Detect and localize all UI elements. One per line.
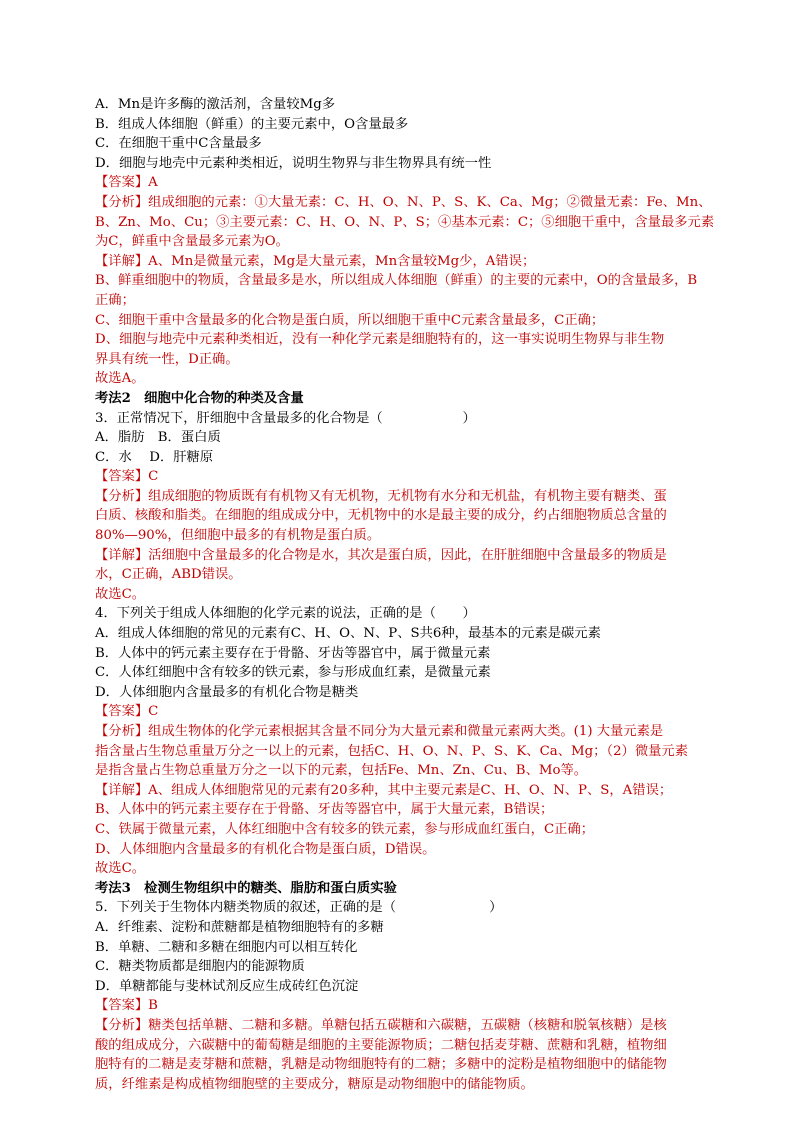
question-line: A．脂肪 B．蛋白质 <box>95 430 221 446</box>
question-line: 4．下列关于组成人体细胞的化学元素的说法，正确的是（ ） <box>95 606 476 622</box>
question-line: C．水 D．肝糖原 <box>95 449 214 465</box>
answer-line: 白质、核酸和脂类。在细胞的组成成分中，无机物中的水是最主要的成分，约占细胞物质总含量的 <box>95 508 667 524</box>
answer-line: 【详解】A、Mn是微量元素，Mg是大量元素，Mn含量较Mg少，A错误； <box>95 253 536 269</box>
question-line: D．细胞与地壳中元素种类相近，说明生物界与非生物界具有统一性 <box>95 155 492 171</box>
answer-line: 质，纤维素是构成植物细胞壁的主要成分，糖原是动物细胞中的储能物质。 <box>95 1076 534 1092</box>
answer-line: 【分析】糖类包括单糖、二糖和多糖。单糖包括五碳糖和六碳糖，五碳糖（核糖和脱氧核糖）是核 <box>95 1017 667 1033</box>
document-body <box>95 95 715 1094</box>
answer-line: 故选A。 <box>95 371 145 387</box>
answer-line: 【答案】C <box>95 469 159 485</box>
answer-line: 【分析】组成生物体的化学元素根据其含量不同分为大量元素和微量元素两大类。(1) 大量元素是 <box>95 724 664 739</box>
question-line: D．单糖都能与斐林试剂反应生成砖红色沉淀 <box>95 978 359 994</box>
answer-line: B、Zn、Mo、Cu；③主要元素：C、H、O、N、P、S；④基本元素：C；⑤细胞干重中，含量最多元素 <box>95 214 715 230</box>
question-line: B．单糖、二糖和多糖在细胞内可以相互转化 <box>95 939 358 955</box>
answer-line: B、人体中的钙元素主要存在于骨骼、牙齿等器官中，属于大量元素，B错误； <box>95 802 554 818</box>
answer-line: B、鲜重细胞中的物质，含量最多是水，所以组成人体细胞（鲜重）的主要的元素中，O的含量最多，B <box>95 273 698 289</box>
question-line: C．糖类物质都是细胞内的能源物质 <box>95 959 305 975</box>
answer-line: 【答案】C <box>95 704 159 720</box>
answer-line: 界具有统一性，D正确。 <box>95 351 239 367</box>
question-line: C．人体红细胞中含有较多的铁元素，参与形成血红素，是微量元素 <box>95 665 491 681</box>
answer-line: C、铁属于微量元素，人体红细胞中含有较多的铁元素，参与形成血红蛋白，C正确； <box>95 821 595 837</box>
question-line: 3．正常情况下，肝细胞中含量最多的化合物是（ ） <box>95 410 476 426</box>
question-line: A．Mn是许多酶的激活剂，含量较Mg多 <box>95 97 336 112</box>
question-line: C．在细胞干重中C含量最多 <box>95 136 262 152</box>
answer-line: 水，C正确，ABD错误。 <box>95 567 242 583</box>
question-line: B．人体中的钙元素主要存在于骨骼、牙齿等器官中，属于微量元素 <box>95 645 491 661</box>
answer-line: 故选C。 <box>95 586 146 602</box>
answer-line: 胞特有的二糖是麦芽糖和蔗糖，乳糖是动物细胞特有的二糖；多糖中的淀粉是植物细胞中的储能物 <box>95 1057 667 1073</box>
answer-line: 【详解】活细胞中含量最多的化合物是水，其次是蛋白质，因此，在肝脏细胞中含量最多的物质是 <box>95 547 667 563</box>
answer-line: 正确； <box>95 292 135 308</box>
answer-line: 【分析】组成细胞的元素：①大量无素：C、H、O、N、P、S、K、Ca、Mg；②微量无素：Fe、Mn、 <box>95 194 712 210</box>
answer-line: 为C，鲜重中含量最多元素为O。 <box>95 234 289 250</box>
answer-line: 【答案】B <box>95 998 158 1014</box>
answer-line: C、细胞干重中含量最多的化合物是蛋白质，所以细胞干重中C元素含量最多，C正确； <box>95 312 605 328</box>
answer-line: 故选C。 <box>95 861 146 877</box>
answer-line: D、细胞与地壳中元素种类相近，没有一种化学元素是细胞特有的，这一事实说明生物界与非生物 <box>95 332 665 348</box>
question-line: A．纤维素、淀粉和蔗糖都是植物细胞特有的多糖 <box>95 919 384 935</box>
answer-line: 【答案】A <box>95 175 158 191</box>
question-line: A．组成人体细胞的常见的元素有C、H、O、N、P、S共6种，最基本的元素是碳元素 <box>95 626 601 642</box>
answer-line: 指含量占生物总重量万分之一以上的元素，包括C、H、O、N、P、S、K、Ca、Mg；（2）微量元素 <box>95 743 689 759</box>
answer-line: 80%—90%，但细胞中最多的有机物是蛋白质。 <box>95 528 381 544</box>
answer-line: D、人体细胞内含量最多的有机化合物是蛋白质，D错误。 <box>95 841 436 857</box>
question-line: D．人体细胞内含量最多的有机化合物是糖类 <box>95 684 359 700</box>
answer-line: 是指含量占生物总重量万分之一以下的元素，包括Fe、Mn、Zn、Cu、B、Mo等。 <box>95 763 588 779</box>
question-line: B．组成人体细胞（鲜重）的主要元素中，O含量最多 <box>95 116 409 132</box>
answer-line: 【详解】A、组成人体细胞常见的元素有20多种，其中主要元素是C、H、O、N、P、S，A错误； <box>95 782 673 798</box>
section-heading: 考法3 检测生物组织中的糖类、脂肪和蛋白质实验 <box>95 880 397 896</box>
section-heading: 考法2 细胞中化合物的种类及含量 <box>95 390 304 406</box>
answer-line: 酸的组成成分，六碳糖中的葡萄糖是细胞的主要能源物质；二糖包括麦芽糖、蔗糖和乳糖，植物细 <box>95 1037 667 1053</box>
question-line: 5．下列关于生物体内糖类物质的叙述，正确的是（ ） <box>95 900 503 916</box>
answer-line: 【分析】组成细胞的物质既有有机物又有无机物，无机物有水分和无机盐，有机物主要有糖类、蛋 <box>95 488 667 504</box>
